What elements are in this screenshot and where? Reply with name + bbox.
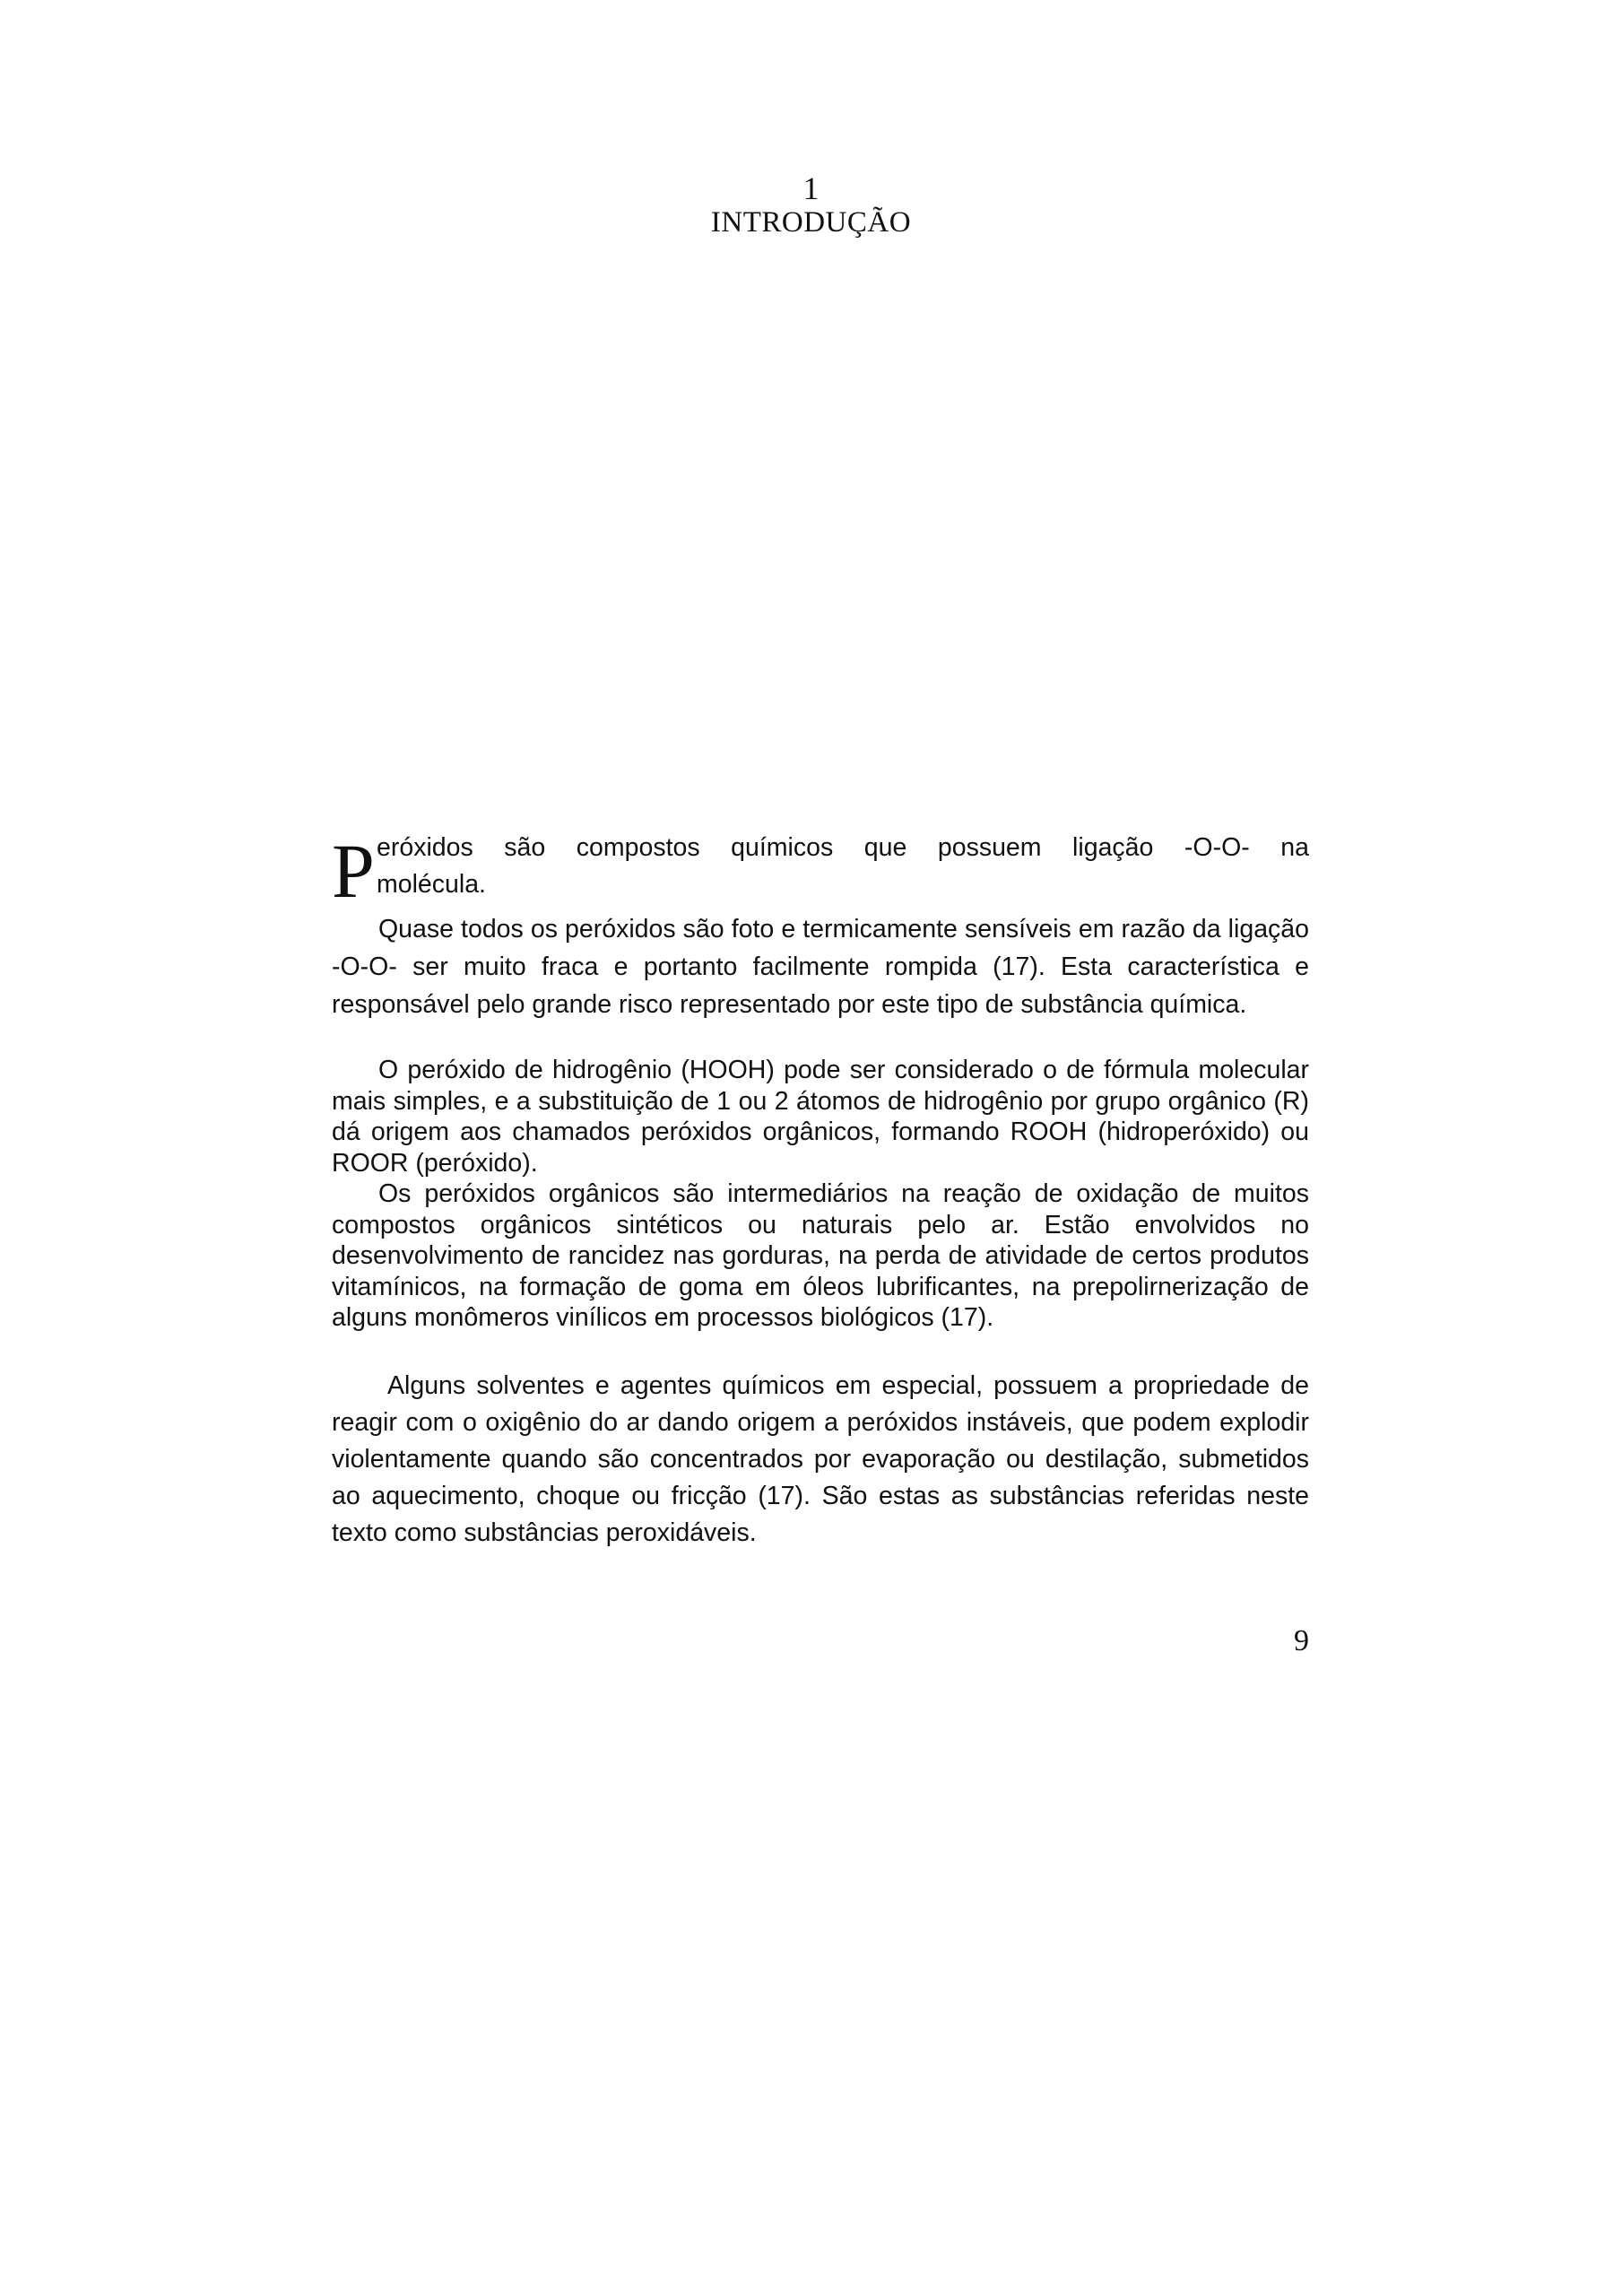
chapter-title: INTRODUÇÃO <box>710 206 912 239</box>
paragraph-intro-line-1: eróxidos são compostos químicos que possuem ligação -O-O- na <box>377 833 1309 862</box>
paragraph-intro <box>332 828 1309 914</box>
paragraph-organic-peroxides: Os peróxidos orgânicos são intermediários na reação de oxidação de muitos compostos orgânicos sintéticos ou naturais pelo ar. Estão envolvidos no desenvolvimento de rancidez nas gorduras, na perda de atividade de certos produtos vitamínicos, na formação de goma em óleos lubrificantes, na prepolirnerização de alguns monômeros vinílicos em processos biológicos (17). <box>332 1179 1309 1332</box>
text-block-b <box>332 1055 1309 1334</box>
page-number: 9 <box>1294 1624 1309 1657</box>
chapter-number: 1 <box>802 170 820 206</box>
paragraph-intro-line-2: molécula. <box>377 870 486 899</box>
paragraph-photosensitivity: Quase todos os peróxidos são foto e termicamente sensíveis em razão da ligação -O-O- ser muito fraca e portanto facilmente rompida (17). Esta característica e responsável pelo grande risco representado por este tipo de substância química. <box>332 915 1309 1019</box>
paragraph-hydrogen-peroxide: O peróxido de hidrogênio (HOOH) pode ser considerado o de fórmula molecular mais simples, e a substituição de 1 ou 2 átomos de hidrogênio por grupo orgânico (R) dá origem aos chamados peróxidos orgânicos, formando ROOH (hidroperóxido) ou ROOR (peróxido). <box>332 1056 1309 1178</box>
text-block-c <box>332 1368 1309 1552</box>
drop-cap: P <box>332 828 375 914</box>
paragraph-peroxidable-substances: Alguns solventes e agentes químicos em especial, possuem a propriedade de reagir com o oxigênio do ar dando origem a peróxidos instáveis, que podem explodir violentamente quando são concentrados por evaporação ou destilação, submetidos ao aquecimento, choque ou fricção (17). São estas as substâncias referidas neste texto como substâncias peroxidáveis. <box>332 1371 1309 1547</box>
text-block-a <box>332 910 1309 1023</box>
